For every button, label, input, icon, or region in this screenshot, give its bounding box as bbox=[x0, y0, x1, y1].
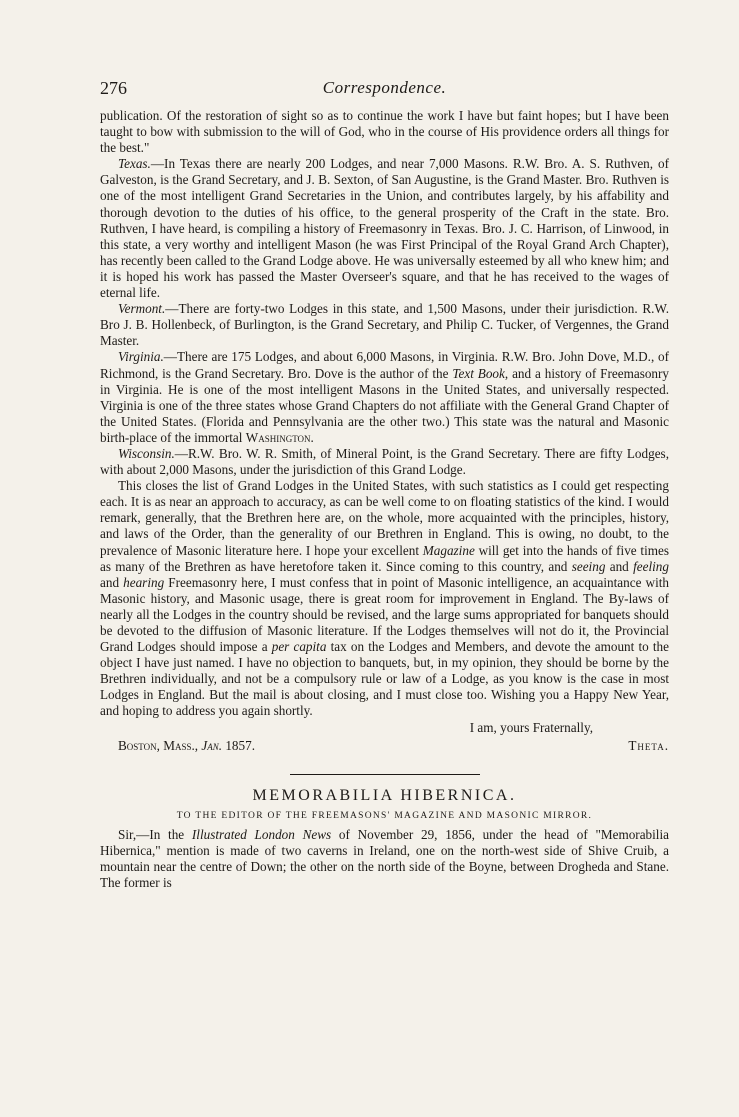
paragraph-vermont bbox=[100, 301, 669, 349]
section-body bbox=[100, 827, 669, 891]
paragraph-closing bbox=[100, 478, 669, 719]
closing-hearing: hearing bbox=[123, 574, 165, 590]
closing-text-1: This closes the list of Grand Lodges in the United States, with such statistics as I could get respecting each. It is as near an approach to accuracy, as can be well come to on floating statistics of the kind. I would remark, generally, that the Brethren here are, on the whole, more acquainted with the principles, history, and laws of the Order, than the generality of our Brethren in England. This is owing, no doubt, to the prevalence of Masonic literature here. I hope your excellent bbox=[100, 478, 669, 558]
running-head: Correspondence. bbox=[322, 78, 447, 97]
closing-and: and bbox=[605, 558, 634, 574]
wisconsin-label: Wisconsin. bbox=[118, 445, 175, 461]
section-title: MEMORABILIA HIBERNICA. bbox=[252, 786, 517, 804]
place-date-text-2: 1857. bbox=[222, 737, 255, 753]
closing-text-3: Freemasonry here, I must confess that in point of Masonic intelligence, an acquaintance with Masonic history, and Masonic usage, there is great room for improvement in England. The By-laws of nearly all the Lodges in the country should be revised, and the large sums appropriated for banquets should be devoted to the diffusion of Masonic literature. If the Lodges themselves will not do it, the Provincial Grand Lodges should impose a bbox=[100, 574, 669, 655]
section-text-1: Sir,—In the bbox=[118, 826, 192, 842]
paragraph-opening: publication. Of the restoration of sight so as to continue the work I have but faint hopes; but I have been taught to bow with submission to the will of God, who in the course of His providence orders all things for the best." bbox=[100, 108, 669, 156]
letter-body bbox=[100, 108, 669, 720]
paragraph-wisconsin bbox=[100, 446, 669, 478]
virginia-name: Washington. bbox=[245, 429, 314, 445]
paragraph-texas bbox=[100, 156, 669, 301]
texas-text: —In Texas there are nearly 200 Lodges, and near 7,000 Masons. R.W. Bro. A. S. Ruthven, of Galveston, is the Grand Secretary, and J. B. Sexton, of San Augustine, is the Grand Master. Bro. Ruthven is one of the most intelligent Grand Secretaries in the Union, and contributes largely, by his affability and thorough devotion to the duties of his office, to the general prosperity of the Craft in the state. Bro. Ruthven, I have heard, is compiling a history of Freemasonry in Texas. Bro. J. C. Harrison, of Linwood, in this state, a very worthy and intelligent Mason (he was First Principal of the Royal Grand Arch Chapter), has recently been called to the Grand Lodge above. He was universally esteemed by all who knew him; and it is hoped his work has passed the Master Overseer's square, and that he has received to the wages of eternal life. bbox=[100, 156, 669, 301]
page-header bbox=[100, 78, 669, 108]
signature: Theta. bbox=[628, 737, 669, 753]
closing-per-capita: per capita bbox=[271, 639, 327, 655]
page-number: 276 bbox=[100, 78, 127, 98]
place-date bbox=[118, 738, 255, 754]
texas-label: Texas. bbox=[118, 156, 151, 172]
section-subtitle: TO THE EDITOR OF THE FREEMASONS' MAGAZINE AND MASONIC MIRROR. bbox=[176, 810, 593, 821]
paragraph-virginia bbox=[100, 349, 669, 446]
virginia-book: Text Book bbox=[452, 365, 505, 381]
section-divider bbox=[290, 774, 480, 775]
place-date-text-1: Boston, Mass., bbox=[118, 737, 202, 753]
closing-and-2: and bbox=[100, 574, 124, 590]
section-paper: Illustrated London News bbox=[191, 826, 332, 842]
closing-magazine: Magazine bbox=[422, 542, 475, 558]
letter-signoff bbox=[100, 720, 669, 756]
virginia-text-2: , and a history of Freemasonry in Virginia. He is one of the most intelligent Masons in the United States, and universally respected. Virginia is one of the three states whose Grand Chapters do not affiliate with the General Grand Chapter of the United States. (Florida and Pennsylvania are the other two.) This state was the natural and Masonic birth-place of the immortal bbox=[100, 365, 669, 445]
vermont-label: Vermont. bbox=[118, 301, 166, 317]
wisconsin-text: —R.W. Bro. W. R. Smith, of Mineral Point, is the Grand Secretary. There are fifty Lodges, with about 2,000 Masons, under the jurisdiction of this Grand Lodge. bbox=[100, 445, 669, 478]
closing-text-2: will get into the hands of five times as many of the Brethren as have heretofore taken it. Since coming to this country, and bbox=[100, 542, 669, 574]
closing-text-4: tax on the Lodges and Members, and devote the amount to the object I have just named. I have no objection to banquets, but, in my opinion, they should be borne by the Brethren individually, and not be a compulsory rule or law of a Lodge, as you know is the case in most Lodges in England. But the mail is about closing, and I must close too. Wishing you a Happy New Year, and hoping to address you again shortly. bbox=[100, 639, 669, 719]
virginia-label: Virginia. bbox=[118, 349, 164, 365]
vermont-text: —There are forty-two Lodges in this state, and 1,500 Masons, under their jurisdiction. R.W. Bro J. B. Hollenbeck, of Burlington, is the Grand Secretary, and Philip C. Tucker, of Vergennes, the Grand Master. bbox=[100, 301, 669, 349]
closing-salutation: I am, yours Fraternally, bbox=[469, 719, 593, 735]
closing-seeing: seeing bbox=[571, 558, 606, 574]
paragraph-memorabilia bbox=[100, 827, 669, 891]
section-text-2: of November 29, 1856, under the head of "Memorabilia Hibernica," mention is made of two caverns in Ireland, one on the north-west side of Shive Cruib, a mountain near the centre of Down; the other on the north side of the Boyne, between Drogheda and Stane. The former is bbox=[100, 826, 669, 890]
closing-feeling: feeling bbox=[633, 558, 669, 574]
virginia-text-1: —There are 175 Lodges, and about 6,000 Masons, in Virginia. R.W. Bro. John Dove, M.D., of Richmond, is the Grand Secretary. Bro. Dove is the author of the bbox=[100, 349, 669, 381]
place-date-month: Jan. bbox=[201, 737, 223, 753]
